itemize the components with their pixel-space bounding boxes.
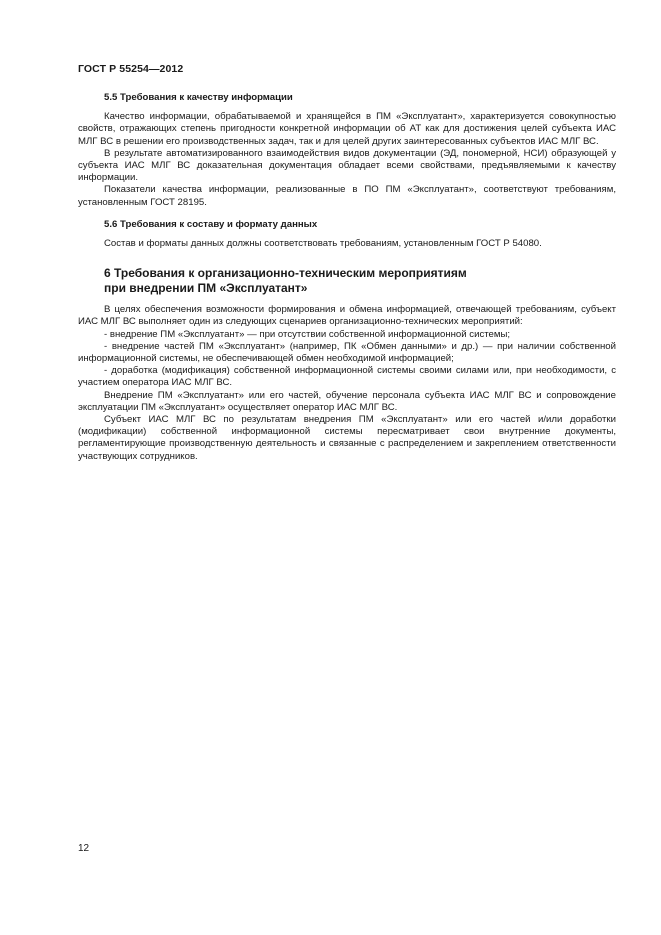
section-5-5-paragraph-2: В результате автоматизированного взаимодействия видов документации (ЭД, пономерной, НСИ) образующей у субъекта ИАС МЛГ ВС доказательная документация обладает всеми свойствами, предъявляемыми к качеству информации. — [78, 147, 616, 184]
section-6-paragraph-3: Субъект ИАС МЛГ ВС по результатам внедрения ПМ «Эксплуатант» или его частей и/или доработки (модификации) собственной информационной системы пересматривает свои внутренние документы, регламентирующие производственную деятельность и связанные с распределением и закреплением ответственности участвующих сотрудников. — [78, 414, 616, 462]
section-5-6-heading: 5.6 Требования к составу и формату данных — [104, 218, 318, 230]
section-6-list-item-2: - внедрение частей ПМ «Эксплуатант» (например, ПК «Обмен данными» и др.) — при наличии собственной информационной системы, не обеспечивающей обмен необходимой информацией; — [78, 340, 616, 365]
section-5-6-paragraph-1: Состав и форматы данных должны соответствовать требованиям, установленным ГОСТ Р 54080. — [104, 238, 542, 250]
section-6-list-item-3: - доработка (модификация) собственной информационной системы своими силами или, при необходимости, с участием оператора ИАС МЛГ ВС. — [78, 365, 616, 389]
section-6-heading-line-1: 6 Требования к организационно-техническим мероприятиям — [104, 266, 467, 281]
page-number: 12 — [78, 843, 90, 854]
section-6-heading-line-2: при внедрении ПМ «Эксплуатант» — [104, 280, 308, 295]
document-header: ГОСТ Р 55254—2012 — [78, 63, 184, 75]
section-6-paragraph-1: В целях обеспечения возможности формирования и обмена информацией, отвечающей требованиям, субъект ИАС МЛГ ВС выполняет один из следующих сценариев организационно-технических мероприятий: — [78, 304, 616, 328]
section-6-paragraph-2: Внедрение ПМ «Эксплуатант» или его частей, обучение персонала субъекта ИАС МЛГ ВС и сопровождение эксплуатации ПМ «Эксплуатант» осуществляет оператор ИАС МЛГ ВС. — [78, 389, 616, 413]
page-content — [78, 92, 616, 463]
section-6-list-item-1: - внедрение ПМ «Эксплуатант» — при отсутствии собственной информационной системы; — [104, 328, 511, 340]
section-5-5-paragraph-3: Показатели качества информации, реализованные в ПО ПМ «Эксплуатант», соответствуют требованиям, установленным ГОСТ 28195. — [78, 184, 616, 208]
section-5-5-paragraph-1: Качество информации, обрабатываемой и хранящейся в ПМ «Эксплуатант», характеризуется совокупностью свойств, отражающих степень пригодности конкретной информации об АТ как для достижения целей субъекта ИАС МЛГ ВС в решении его производственных задач, так и для целей других заинтересованных субъектов ИАС МЛГ ВС. — [78, 111, 616, 147]
section-6-heading — [78, 266, 616, 295]
section-5-5-heading: 5.5 Требования к качеству информации — [104, 92, 293, 103]
